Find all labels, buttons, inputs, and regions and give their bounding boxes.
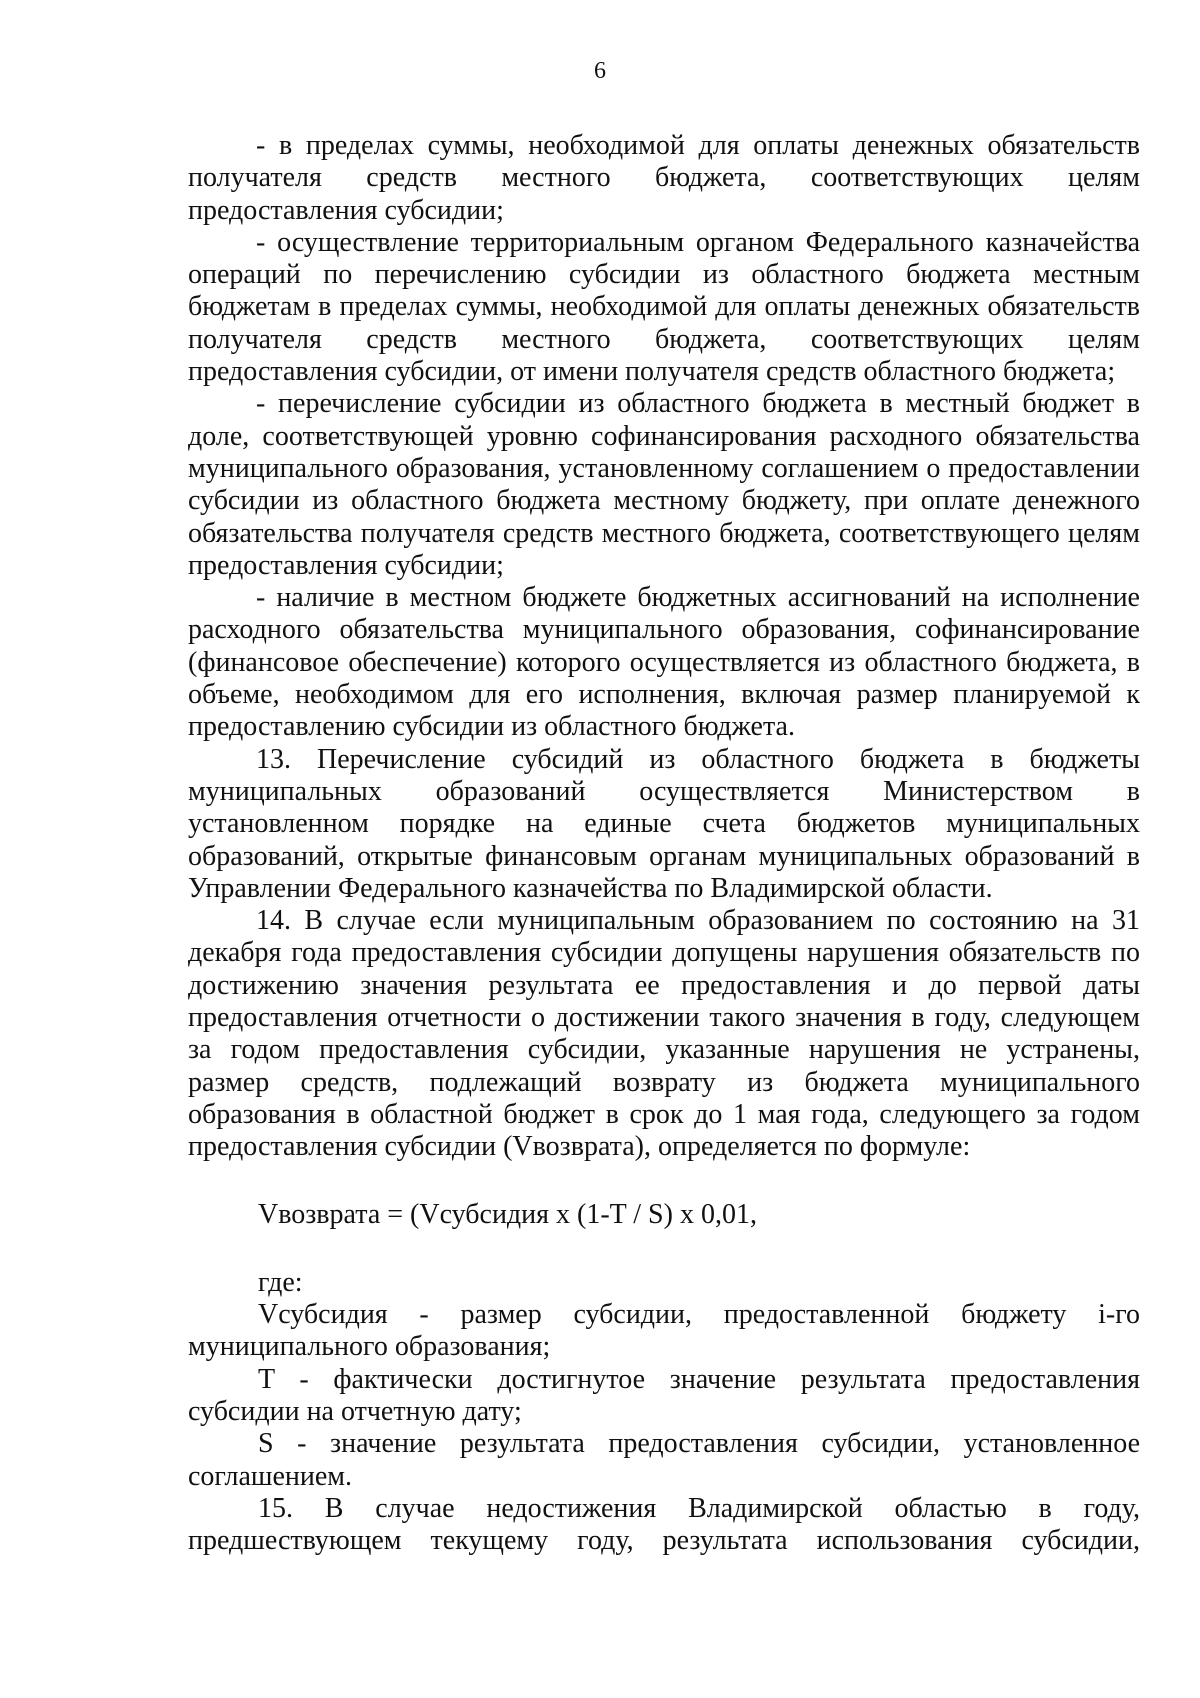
- document-body: [188, 130, 1140, 1557]
- paragraph-14: 14. В случае если муниципальным образованием по состоянию на 31 декабря года предоставления субсидии допущены нарушения обязательств по достижению значения результата ее предоставления и до первой даты предоставления отчетности о достижении такого значения в году, следующем за годом предоставления субсидии, указанные нарушения не устранены, размер средств, подлежащий возврату из бюджета муниципального образования в областной бюджет в срок до 1 мая года, следующего за годом предоставления субсидии (Vвозврата), определяется по формуле:: [188, 905, 1140, 1163]
- paragraph-13: 13. Перечисление субсидий из областного бюджета в бюджеты муниципальных образований осуществляется Министерством в установленном порядке на единые счета бюджетов муниципальных образований, открытые финансовым органам муниципальных образований в Управлении Федерального казначейства по Владимирской области.: [188, 743, 1140, 904]
- paragraph-15: 15. В случае недостижения Владимирской областью в году, предшествующем текущему году, результата использования субсидии,: [188, 1492, 1140, 1557]
- definition-vsubsidy: Vсубсидия - размер субсидии, предоставленной бюджету i-го муниципального образования;: [188, 1299, 1140, 1363]
- paragraph-treasury-operations: - осуществление территориальным органом Федерального казначейства операций по перечислению субсидии из областного бюджета местным бюджетам в пределах суммы, необходимой для оплаты денежных обязательств получателя средств местного бюджета, соответствующих целям предоставления субсидии, от имени получателя средств областного бюджета;: [188, 226, 1140, 388]
- paragraph-transfer-share: - перечисление субсидии из областного бюджета в местный бюджет в доле, соответствующей уровню софинансирования расходного обязательства муниципального образования, установленному соглашением о предоставлении субсидии из областного бюджета местному бюджету, при оплате денежного обязательства получателя средств местного бюджета, соответствующего целям предоставления субсидии;: [188, 388, 1140, 581]
- formula: Vвозврата = (Vсубсидия x (1-T / S) x 0,01,: [258, 1198, 757, 1230]
- where-label: где:: [258, 1266, 303, 1298]
- paragraph-limit-sum: - в пределах суммы, необходимой для оплаты денежных обязательств получателя средств местного бюджета, соответствующих целям предоставления субсидии;: [188, 130, 1140, 226]
- page-number: 6: [594, 58, 606, 84]
- paragraph-budget-allocations: - наличие в местном бюджете бюджетных ассигнований на исполнение расходного обязательства муниципального образования, софинансирование (финансовое обеспечение) которого осуществляется из областного бюджета, в объеме, необходимом для его исполнения, включая размер планируемой к предоставлению субсидии из областного бюджета.: [188, 582, 1140, 743]
- definition-s: S - значение результата предоставления субсидии, установленное соглашением.: [188, 1428, 1140, 1492]
- definition-t: T - фактически достигнутое значение результата предоставления субсидии на отчетную дату;: [188, 1363, 1140, 1427]
